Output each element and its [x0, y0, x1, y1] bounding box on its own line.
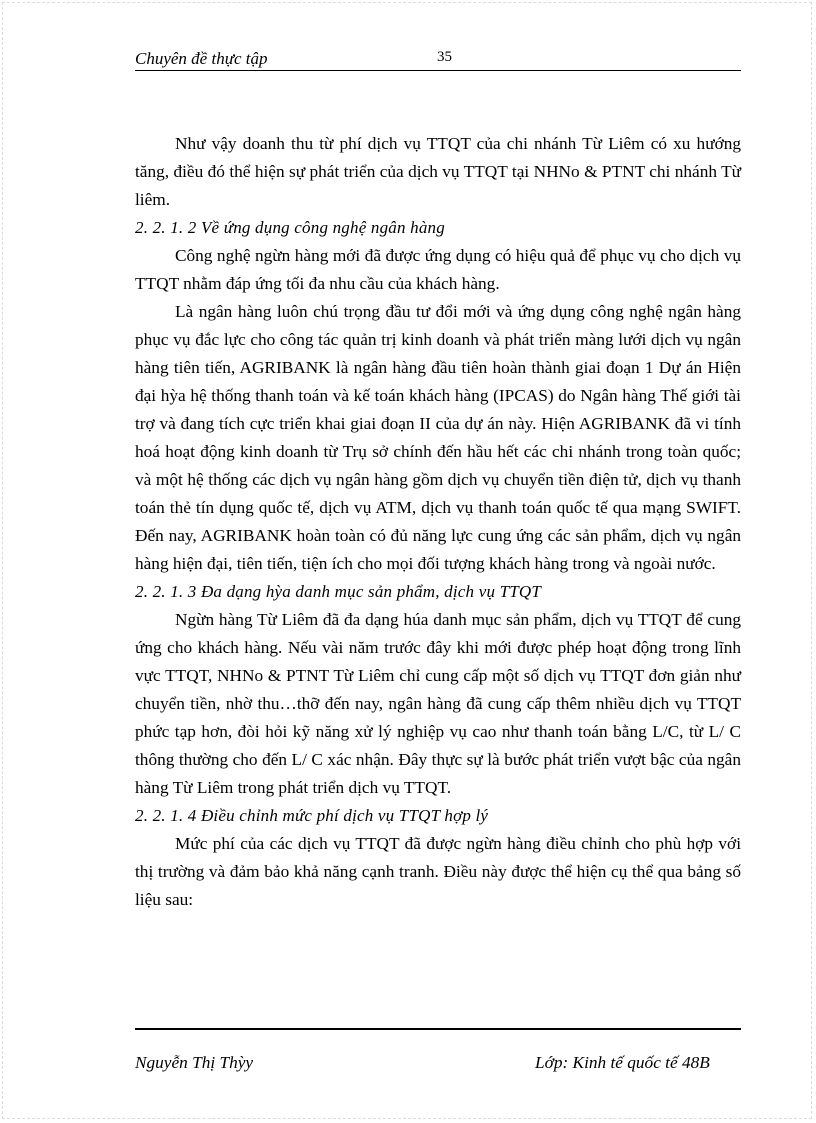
- footer-rule: [135, 1028, 741, 1030]
- section-heading-2-2-1-3: 2. 2. 1. 3 Đa dạng hỳa danh mục sản phẩm, dịch vụ TTQT: [135, 582, 542, 601]
- section-heading-2-2-1-4: 2. 2. 1. 4 Điều chỉnh mức phí dịch vụ TTQT hợp lý: [135, 806, 489, 825]
- paragraph-agribank-modernization: Là ngân hàng luôn chú trọng đầu tư đổi mới và ứng dụng công nghệ ngân hàng phục vụ đắc lực cho công tác quản trị kinh doanh và phát triển màng lưới dịch vụ ngân hàng tiên tiến, AGRIBANK là ngân hàng đầu tiên hoàn thành giai đoạn 1 Dự án Hiện đại hỳa hệ thống thanh toán và kế toán khách hàng (IPCAS) do Ngân hàng Thế giới tài trợ và đang tích cực triển khai giai đoạn II của dự án này. Hiện AGRIBANK đã vi tính hoá hoạt động kinh doanh từ Trụ sở chính đến hầu hết các chi nhánh trong toàn quốc; và một hệ thống các dịch vụ ngân hàng gồm dịch vụ chuyển tiền điện tử, dịch vụ thanh toán thẻ tín dụng quốc tế, dịch vụ ATM, dịch vụ thanh toán quốc tế qua mạng SWIFT. Đến nay, AGRIBANK hoàn toàn có đủ năng lực cung ứng các sản phẩm, dịch vụ ngân hàng hiện đại, tiên tiến, tiện ích cho mọi đối tượng khách hàng trong và ngoài nước.: [135, 302, 741, 573]
- paragraph-product-diversification: Ngừn hàng Từ Liêm đã đa dạng húa danh mục sản phẩm, dịch vụ TTQT để cung ứng cho khách hàng. Nếu vài năm trước đây khi mới được phép hoạt động trong lĩnh vực TTQT, NHNo & PTNT Từ Liêm chỉ cung cấp một số dịch vụ TTQT đơn giản như chuyển tiền, nhờ thu…thỡ đến nay, ngân hàng đã cung cấp thêm nhiều dịch vụ TTQT phức tạp hơn, đòi hỏi kỹ năng xử lý nghiệp vụ cao như thanh toán bằng L/C, từ L/ C thông thường cho đến L/ C xác nhận. Đây thực sự là bước phát triển vượt bậc của ngân hàng Từ Liêm trong phát triển dịch vụ TTQT.: [135, 610, 741, 797]
- footer-class: Lớp: Kinh tế quốc tế 48B: [535, 1053, 710, 1072]
- header-rule: [135, 70, 741, 71]
- footer-author: Nguyễn Thị Thỳy: [135, 1053, 254, 1072]
- section-heading-2-2-1-2: 2. 2. 1. 2 Về ứng dụng công nghệ ngân hàng: [135, 218, 445, 237]
- paragraph-revenue-trend: Như vậy doanh thu từ phí dịch vụ TTQT của chi nhánh Từ Liêm có xu hướng tăng, điều đó thể hiện sự phát triển của dịch vụ TTQT tại NHNo & PTNT chi nhánh Từ liêm.: [135, 134, 741, 209]
- paragraph-new-technology: Công nghệ ngừn hàng mới đã được ứng dụng có hiệu quả để phục vụ cho dịch vụ TTQT nhằm đáp ứng tối đa nhu cầu của khách hàng.: [135, 246, 741, 293]
- main-content: [135, 130, 741, 914]
- paragraph-fee-adjustment: Mức phí của các dịch vụ TTQT đã được ngừn hàng điều chỉnh cho phù hợp với thị trường và đảm bảo khả năng cạnh tranh. Điều này được thể hiện cụ thể qua bảng số liệu sau:: [135, 834, 741, 909]
- running-header-title: Chuyên đề thực tập: [135, 49, 268, 68]
- page-number: 35: [437, 49, 452, 65]
